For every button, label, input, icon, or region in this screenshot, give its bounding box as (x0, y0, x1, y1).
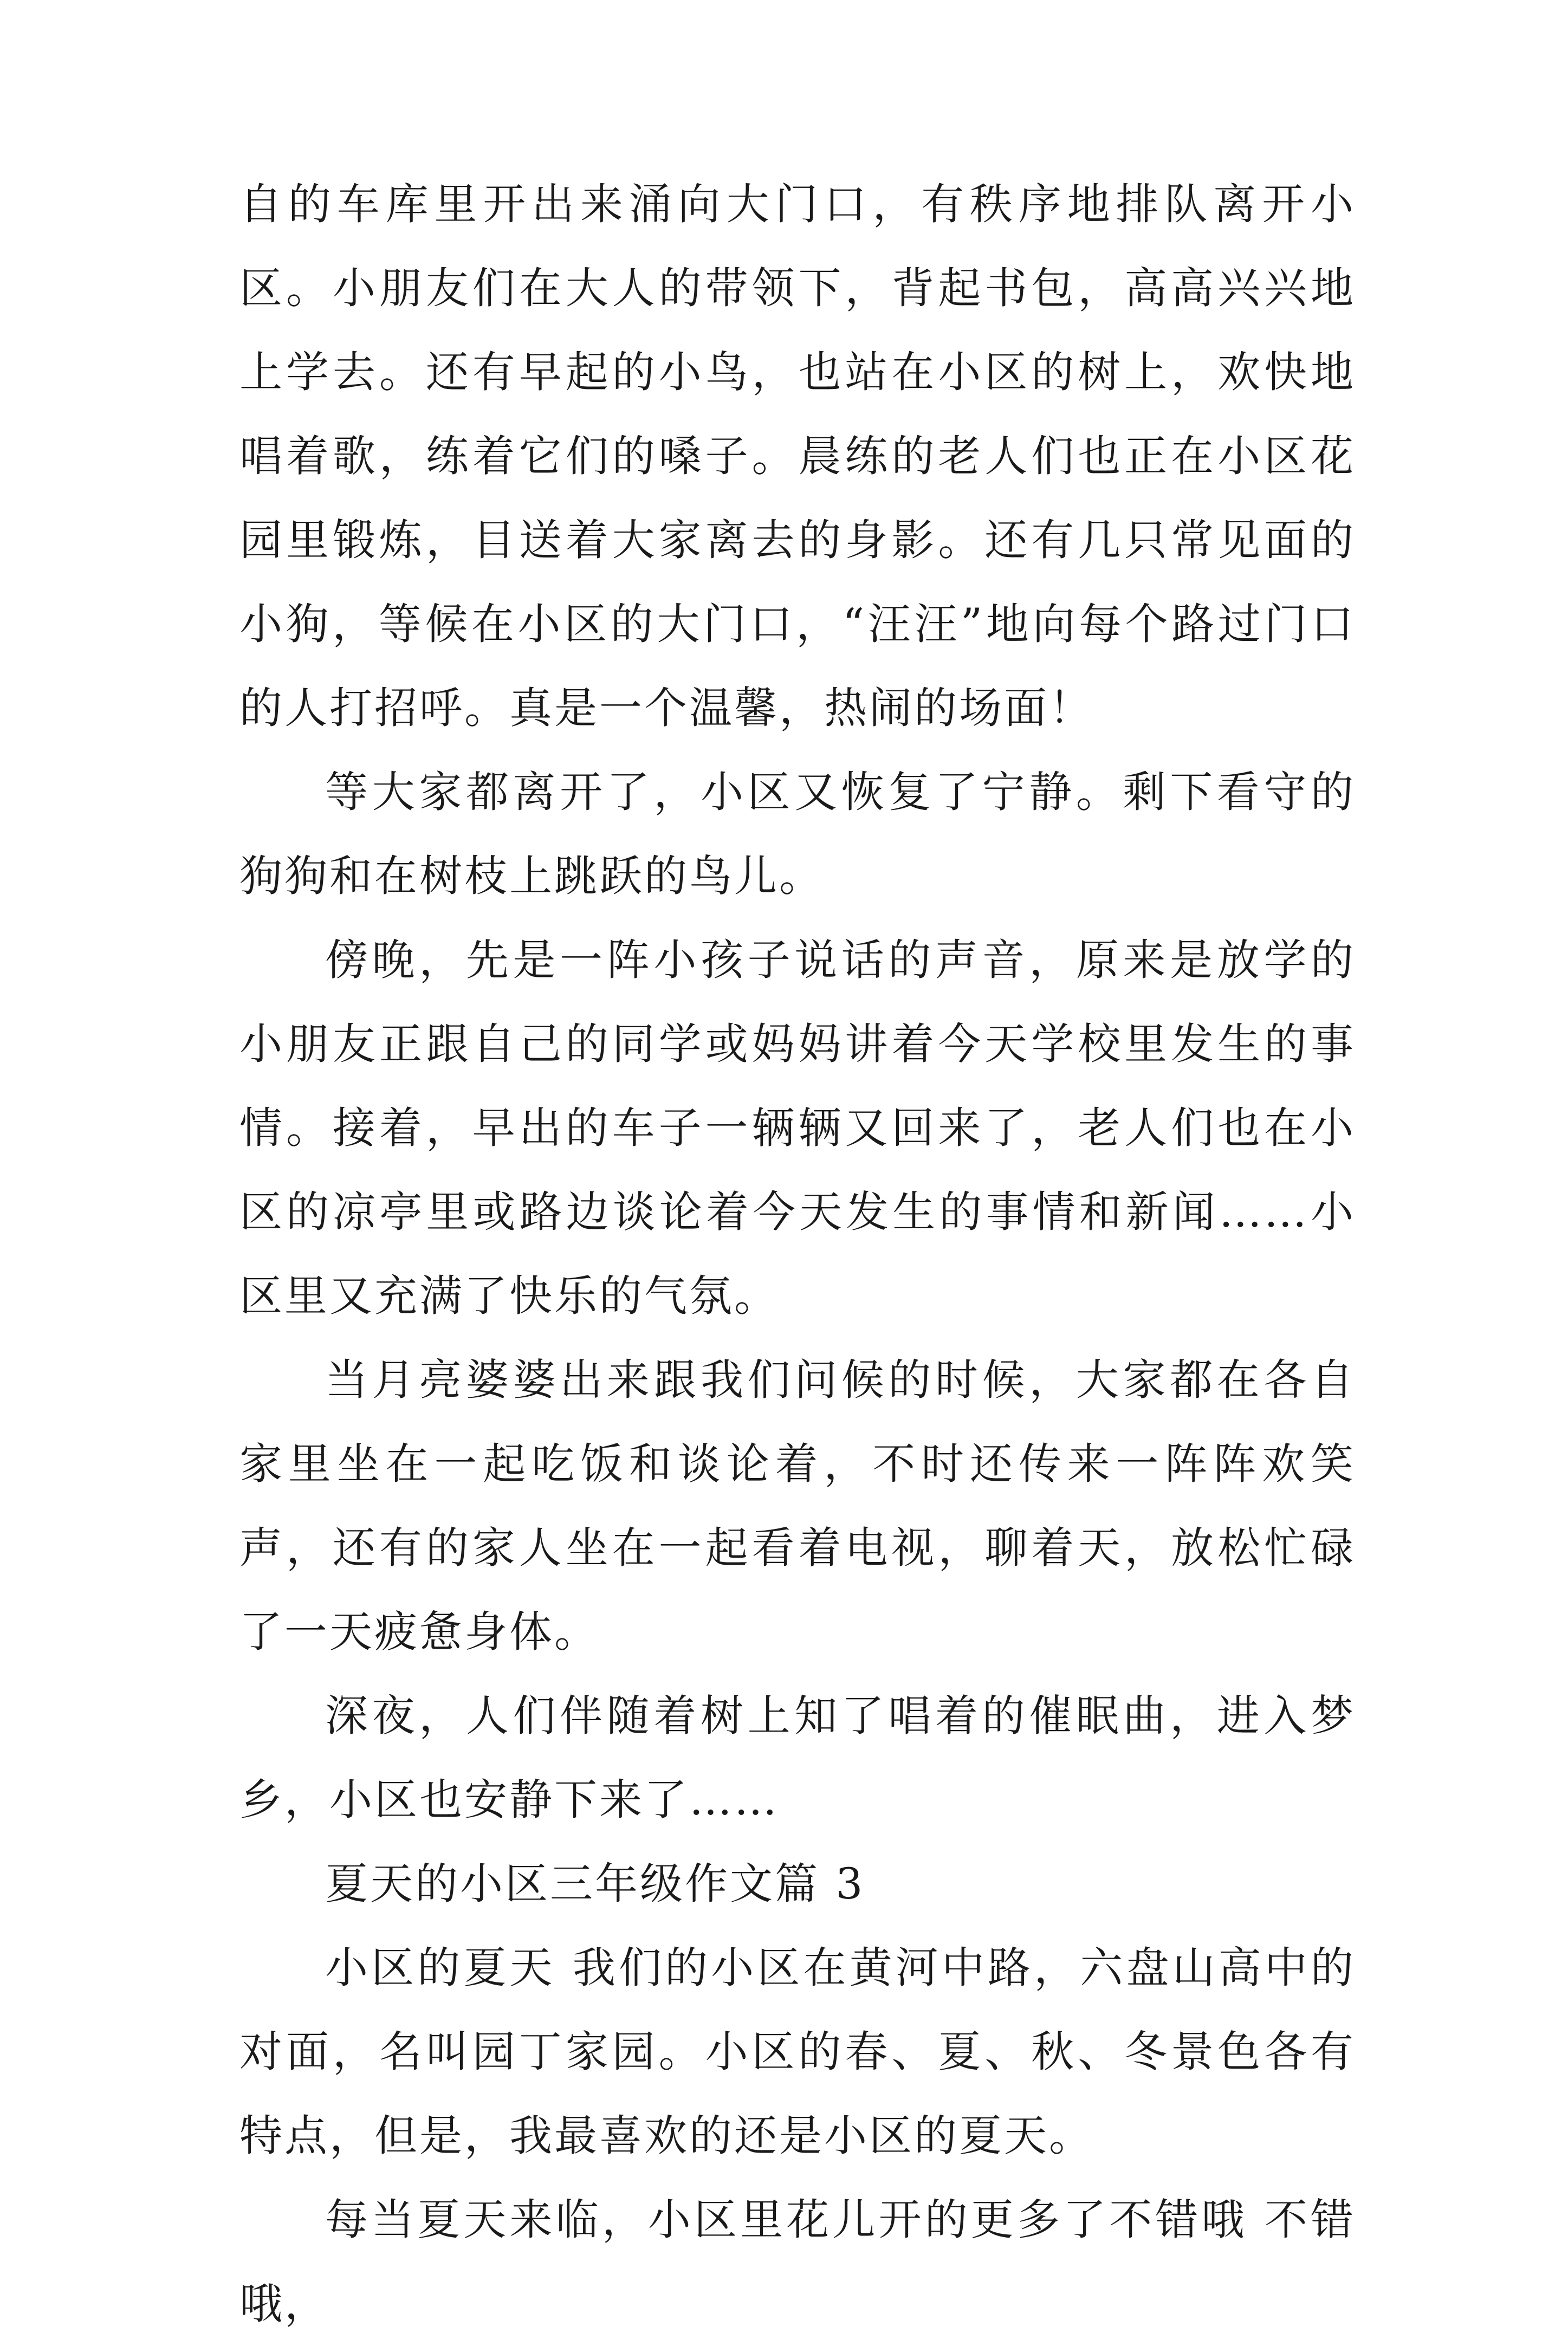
paragraph-6: 小区的夏天 我们的小区在黄河中路，六盘山高中的对面，名叫园丁家园。小区的春、夏、秋、冬景色各有特点，但是，我最喜欢的还是小区的夏天。 (239, 1943, 1356, 2161)
paragraph-5: 深夜，人们伴随着树上知了唱着的催眠曲，进入梦乡，小区也安静下来了…… (239, 1691, 1356, 1825)
paragraph-2: 等大家都离开了，小区又恢复了宁静。剩下看守的狗狗和在树枝上跳跃的鸟儿。 (239, 767, 1356, 901)
section-heading: 夏天的小区三年级作文篇 3 (325, 1859, 865, 1909)
article-body (239, 163, 1356, 2346)
paragraph-4: 当月亮婆婆出来跟我们问候的时候，大家都在各自家里坐在一起吃饭和谈论着，不时还传来一阵阵欢笑声，还有的家人坐在一起看着电视，聊着天，放松忙碌了一天疲惫身体。 (239, 1355, 1356, 1657)
paragraph-3: 傍晚，先是一阵小孩子说话的声音，原来是放学的小朋友正跟自己的同学或妈妈讲着今天学校里发生的事情。接着，早出的车子一辆辆又回来了，老人们也在小区的凉亭里或路边谈论着今天发生的事情和新闻……小区里又充满了快乐的气氛。 (239, 935, 1356, 1321)
paragraph-7: 每当夏天来临，小区里花儿开的更多了不错哦 不错哦， (239, 2195, 1356, 2329)
paragraph-1: 自的车库里开出来涌向大门口，有秩序地排队离开小区。小朋友们在大人的带领下，背起书包，高高兴兴地上学去。还有早起的小鸟，也站在小区的树上，欢快地唱着歌，练着它们的嗓子。晨练的老人们也正在小区花园里锻炼，目送着大家离去的身影。还有几只常见面的小狗，等候在小区的大门口，“汪汪”地向每个路过门口的人打招呼。真是一个温馨，热闹的场面！ (239, 179, 1356, 733)
